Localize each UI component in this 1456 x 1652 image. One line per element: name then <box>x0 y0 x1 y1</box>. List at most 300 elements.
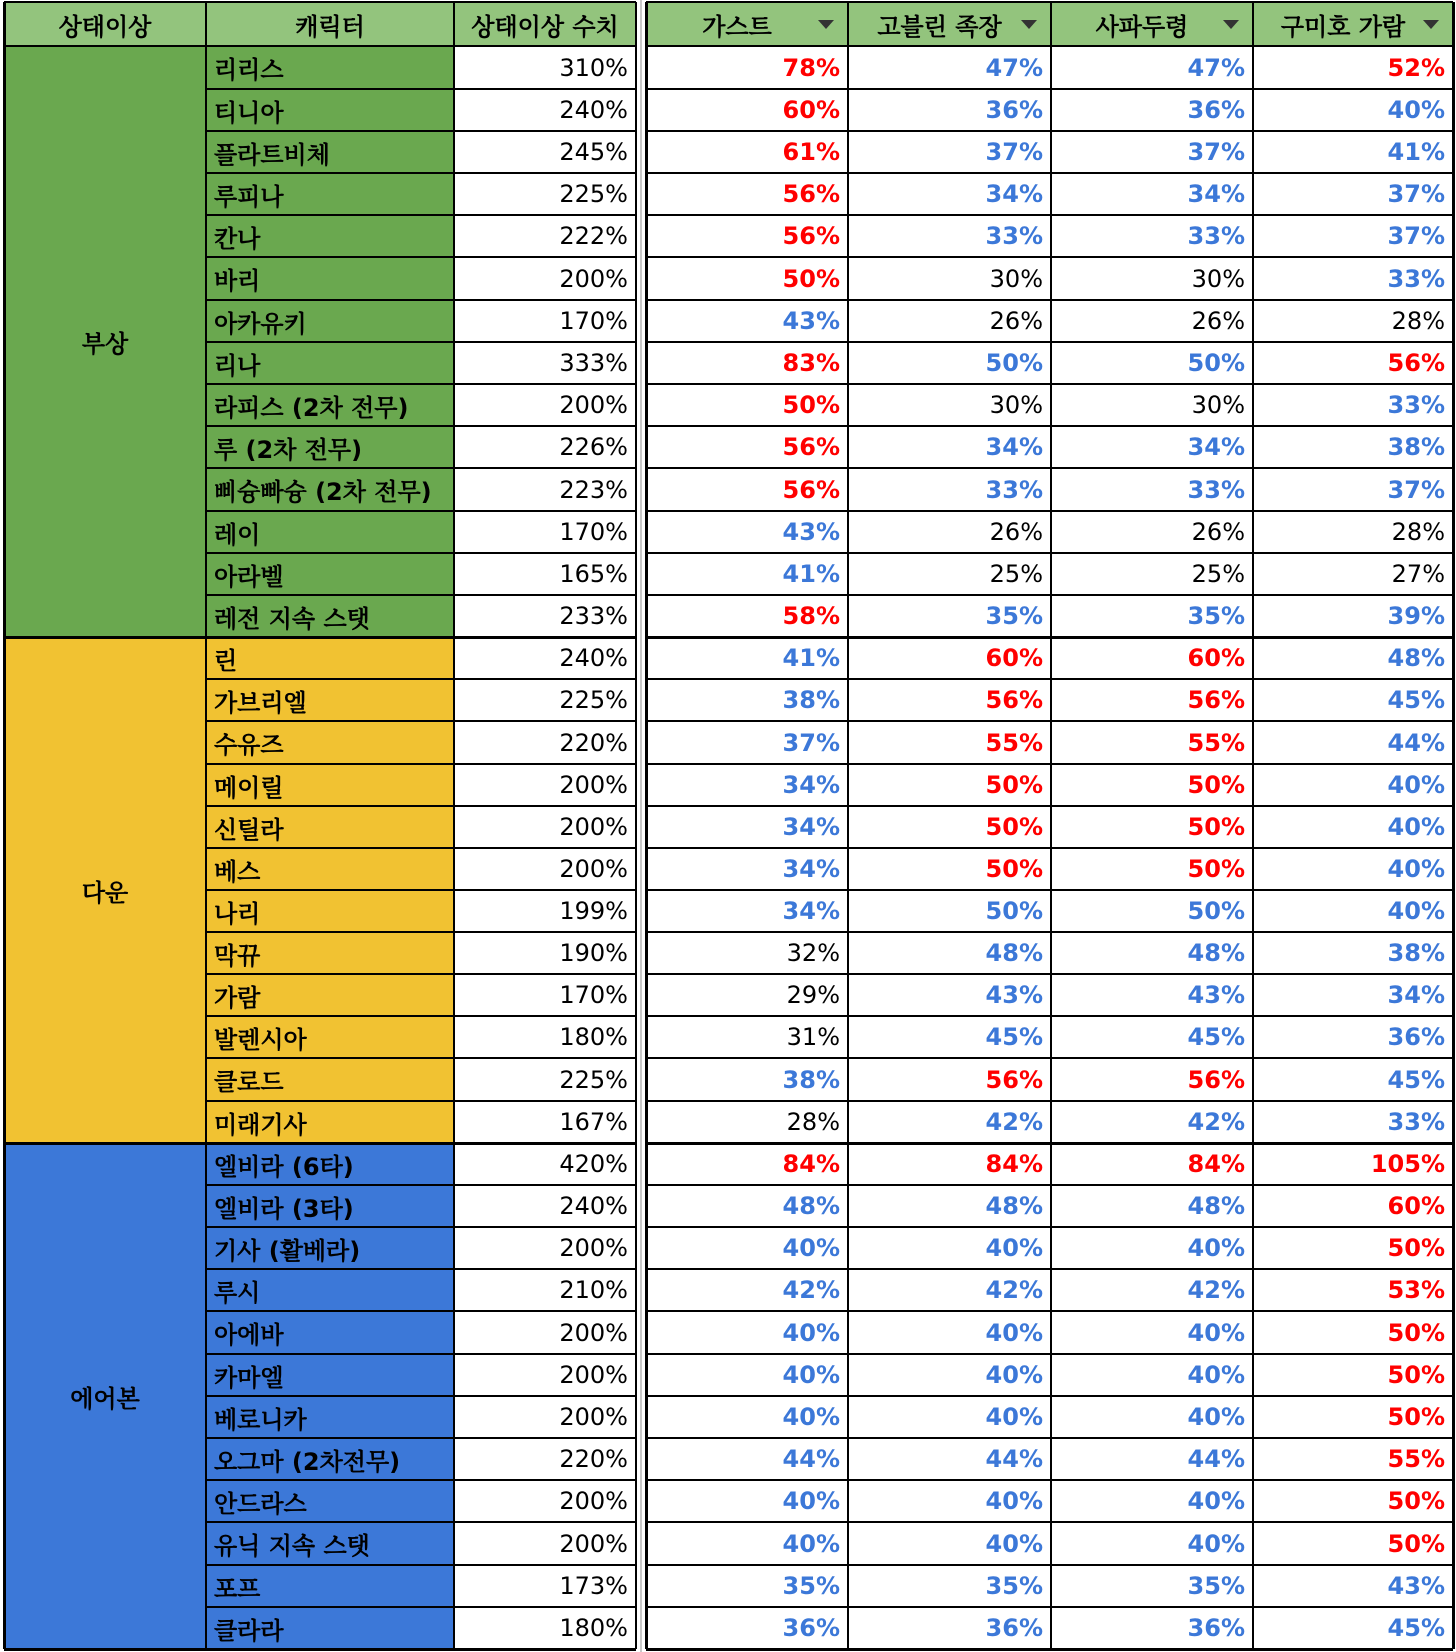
percent-cell[interactable]: 40% <box>985 1361 1043 1389</box>
percent-cell[interactable]: 40% <box>782 1529 840 1558</box>
character-name[interactable]: 리나 <box>206 342 454 384</box>
percent-cell[interactable]: 50% <box>985 855 1043 883</box>
percent-cell[interactable]: 40% <box>1187 1487 1245 1515</box>
percent-cell[interactable]: 48% <box>1187 1192 1245 1220</box>
character-name[interactable]: 안드라스 <box>206 1480 454 1522</box>
percent-cell[interactable]: 47% <box>985 53 1043 82</box>
grid-line <box>206 510 636 512</box>
status-value[interactable]: 200% <box>559 1318 628 1347</box>
status-value[interactable]: 210% <box>559 1276 628 1304</box>
status-value[interactable]: 223% <box>559 475 628 504</box>
percent-cell[interactable]: 40% <box>985 1234 1043 1262</box>
column-header-0[interactable]: 상태이상 <box>4 2 206 46</box>
percent-cell[interactable]: 34% <box>782 771 840 799</box>
percent-cell[interactable]: 26% <box>989 518 1043 546</box>
grid-line <box>206 678 636 680</box>
percent-cell[interactable]: 33% <box>985 222 1043 250</box>
percent-cell[interactable]: 56% <box>782 222 840 250</box>
percent-cell[interactable]: 50% <box>782 391 840 419</box>
grid-line <box>206 1015 636 1017</box>
grid-line <box>206 931 636 933</box>
status-value[interactable]: 225% <box>559 686 628 714</box>
status-value[interactable]: 220% <box>559 728 628 757</box>
status-value[interactable]: 333% <box>559 349 628 377</box>
percent-cell[interactable]: 84% <box>1187 1150 1245 1178</box>
percent-cell[interactable]: 50% <box>1387 1529 1445 1558</box>
grid-line <box>206 763 636 765</box>
status-value[interactable]: 165% <box>559 560 628 588</box>
status-value[interactable]: 190% <box>559 939 628 967</box>
character-name[interactable]: 삐슝빠슝 (2차 전무) <box>206 468 454 511</box>
grid-line <box>206 889 636 891</box>
character-name[interactable]: 바리 <box>206 257 454 300</box>
grid-line <box>206 383 636 385</box>
status-value[interactable]: 180% <box>559 1614 628 1642</box>
character-name[interactable]: 오그마 (2차전무) <box>206 1438 454 1480</box>
percent-cell[interactable]: 28% <box>786 1108 840 1136</box>
character-name[interactable]: 칸나 <box>206 215 454 257</box>
percent-cell[interactable]: 47% <box>1187 53 1245 82</box>
percent-cell[interactable]: 40% <box>782 1487 840 1515</box>
percent-cell[interactable]: 48% <box>985 1192 1043 1220</box>
status-value[interactable]: 226% <box>559 433 628 461</box>
percent-cell[interactable]: 45% <box>985 1023 1043 1051</box>
percent-cell[interactable]: 34% <box>1187 433 1245 461</box>
percent-cell[interactable]: 31% <box>786 1023 840 1051</box>
percent-cell[interactable]: 37% <box>1387 180 1445 208</box>
percent-cell[interactable]: 83% <box>782 349 840 377</box>
percent-cell[interactable]: 40% <box>782 1403 840 1431</box>
percent-cell[interactable]: 36% <box>1187 96 1245 124</box>
percent-cell[interactable]: 26% <box>1191 518 1245 546</box>
status-value[interactable]: 200% <box>559 391 628 419</box>
grid-line <box>206 1100 636 1102</box>
grid-line <box>206 1395 636 1397</box>
percent-cell[interactable]: 55% <box>985 728 1043 757</box>
status-value[interactable]: 240% <box>559 1192 628 1220</box>
percent-cell[interactable]: 40% <box>782 1361 840 1389</box>
percent-cell[interactable]: 42% <box>1187 1108 1245 1136</box>
percent-cell[interactable]: 61% <box>782 138 840 166</box>
percent-cell[interactable]: 42% <box>985 1108 1043 1136</box>
dropdown-arrow-icon[interactable] <box>1423 20 1439 29</box>
grid-line <box>206 1479 636 1481</box>
percent-cell[interactable]: 84% <box>782 1150 840 1178</box>
percent-cell[interactable]: 44% <box>1187 1445 1245 1473</box>
status-value[interactable]: 200% <box>559 1529 628 1558</box>
percent-cell[interactable]: 41% <box>782 644 840 672</box>
status-value[interactable]: 200% <box>559 264 628 293</box>
percent-cell[interactable]: 53% <box>1387 1276 1445 1304</box>
percent-cell[interactable]: 45% <box>1387 686 1445 714</box>
percent-cell[interactable]: 45% <box>1387 1065 1445 1094</box>
grid-line <box>646 636 1453 639</box>
percent-cell[interactable]: 33% <box>1387 1108 1445 1136</box>
percent-cell[interactable]: 60% <box>1187 644 1245 672</box>
percent-cell[interactable]: 30% <box>989 391 1043 419</box>
percent-cell[interactable]: 50% <box>985 771 1043 799</box>
percent-cell[interactable]: 43% <box>782 518 840 546</box>
percent-cell[interactable]: 56% <box>782 475 840 504</box>
status-value[interactable]: 200% <box>559 1361 628 1389</box>
percent-cell[interactable]: 34% <box>782 897 840 925</box>
grid-line <box>206 467 636 469</box>
percent-cell[interactable]: 35% <box>1187 602 1245 630</box>
percent-cell[interactable]: 50% <box>985 897 1043 925</box>
grid-line <box>453 2 455 1649</box>
grid-line <box>206 214 636 216</box>
status-value[interactable]: 310% <box>559 53 628 82</box>
pane-divider-line <box>640 0 642 1652</box>
character-name[interactable]: 가브리엘 <box>206 679 454 721</box>
percent-cell[interactable]: 60% <box>985 644 1043 672</box>
percent-cell[interactable]: 33% <box>1387 391 1445 419</box>
percent-cell[interactable]: 25% <box>989 560 1043 588</box>
percent-cell[interactable]: 37% <box>782 728 840 757</box>
percent-cell[interactable]: 34% <box>782 813 840 841</box>
character-name[interactable]: 라피스 (2차 전무) <box>206 384 454 426</box>
percent-cell[interactable]: 29% <box>786 981 840 1009</box>
percent-cell[interactable]: 40% <box>1387 813 1445 841</box>
percent-cell[interactable]: 28% <box>1391 307 1445 335</box>
character-name[interactable]: 루시 <box>206 1269 454 1311</box>
group-label: 다운 <box>4 637 206 1143</box>
percent-cell[interactable]: 50% <box>782 264 840 293</box>
filter-header-1[interactable] <box>848 2 1051 46</box>
column-header-2[interactable]: 상태이상 수치 <box>454 2 636 46</box>
percent-cell[interactable]: 40% <box>985 1318 1043 1347</box>
percent-cell[interactable]: 56% <box>782 433 840 461</box>
percent-cell[interactable]: 55% <box>1187 728 1245 757</box>
grid-line <box>206 847 636 849</box>
status-value[interactable]: 180% <box>559 1023 628 1051</box>
percent-cell[interactable]: 43% <box>985 981 1043 1009</box>
character-name[interactable]: 수유즈 <box>206 721 454 764</box>
grid-line <box>645 2 648 1649</box>
grid-line <box>206 594 636 596</box>
character-name[interactable]: 아에바 <box>206 1311 454 1354</box>
character-name[interactable]: 린 <box>206 637 454 679</box>
status-value[interactable]: 170% <box>559 981 628 1009</box>
percent-cell[interactable]: 43% <box>1187 981 1245 1009</box>
grid-line <box>206 1564 636 1566</box>
percent-cell[interactable]: 40% <box>985 1487 1043 1515</box>
status-value[interactable]: 200% <box>559 855 628 883</box>
character-name[interactable]: 아라벨 <box>206 553 454 595</box>
percent-cell[interactable]: 41% <box>1387 138 1445 166</box>
character-name[interactable]: 기사 (활베라) <box>206 1227 454 1269</box>
grid-line <box>206 88 636 90</box>
status-value[interactable]: 233% <box>559 602 628 630</box>
percent-cell[interactable]: 48% <box>985 939 1043 967</box>
percent-cell[interactable]: 56% <box>1187 1065 1245 1094</box>
percent-cell[interactable]: 48% <box>1387 644 1445 672</box>
grid-line <box>206 1310 636 1312</box>
character-name[interactable]: 가람 <box>206 974 454 1016</box>
percent-cell[interactable]: 26% <box>1191 307 1245 335</box>
dropdown-arrow-icon[interactable] <box>1223 20 1239 29</box>
percent-cell[interactable]: 56% <box>782 180 840 208</box>
percent-cell[interactable]: 52% <box>1387 53 1445 82</box>
percent-cell[interactable]: 84% <box>985 1150 1043 1178</box>
character-name[interactable]: 플라트비체 <box>206 131 454 173</box>
character-name[interactable]: 레이 <box>206 511 454 553</box>
percent-cell[interactable]: 35% <box>1187 1572 1245 1600</box>
status-value[interactable]: 173% <box>559 1572 628 1600</box>
percent-cell[interactable]: 41% <box>782 560 840 588</box>
character-name[interactable]: 유닉 지속 스탯 <box>206 1522 454 1565</box>
status-value[interactable]: 240% <box>559 96 628 124</box>
percent-cell[interactable]: 50% <box>1387 1403 1445 1431</box>
group-label: 에어본 <box>4 1143 206 1649</box>
character-name[interactable]: 카마엘 <box>206 1354 454 1396</box>
character-name[interactable]: 엘비라 (3타) <box>206 1185 454 1227</box>
percent-cell[interactable]: 40% <box>1387 771 1445 799</box>
character-name[interactable]: 막뀨 <box>206 932 454 974</box>
percent-cell[interactable]: 78% <box>782 53 840 82</box>
percent-cell[interactable]: 44% <box>782 1445 840 1473</box>
percent-cell[interactable]: 48% <box>1187 939 1245 967</box>
percent-cell[interactable]: 36% <box>985 1614 1043 1642</box>
status-value[interactable]: 220% <box>559 1445 628 1473</box>
grid-line <box>4 1 636 3</box>
percent-cell[interactable]: 32% <box>786 939 840 967</box>
percent-cell[interactable]: 43% <box>782 307 840 335</box>
percent-cell[interactable]: 42% <box>782 1276 840 1304</box>
percent-cell[interactable]: 38% <box>782 1065 840 1094</box>
percent-cell[interactable]: 36% <box>1387 1023 1445 1051</box>
percent-cell[interactable]: 40% <box>1187 1529 1245 1558</box>
grid-line <box>1252 2 1254 1649</box>
character-name[interactable]: 아카유키 <box>206 300 454 342</box>
percent-cell[interactable]: 56% <box>1387 349 1445 377</box>
percent-cell[interactable]: 42% <box>1187 1276 1245 1304</box>
percent-cell[interactable]: 60% <box>1387 1192 1445 1220</box>
character-name[interactable]: 포프 <box>206 1565 454 1607</box>
percent-cell[interactable]: 28% <box>1391 518 1445 546</box>
status-value[interactable]: 170% <box>559 518 628 546</box>
percent-cell[interactable]: 37% <box>1387 222 1445 250</box>
grid-line <box>206 1226 636 1228</box>
percent-cell[interactable]: 40% <box>1187 1318 1245 1347</box>
percent-cell[interactable]: 40% <box>985 1529 1043 1558</box>
character-name[interactable]: 나리 <box>206 890 454 932</box>
grid-line <box>4 45 636 47</box>
percent-cell[interactable]: 37% <box>985 138 1043 166</box>
percent-cell[interactable]: 38% <box>1387 939 1445 967</box>
filter-header-label: 구미호 가람 <box>1280 12 1406 41</box>
grid-line <box>206 1268 636 1270</box>
percent-cell[interactable]: 34% <box>1187 180 1245 208</box>
grid-line <box>646 1648 1453 1651</box>
status-value[interactable]: 245% <box>559 138 628 166</box>
percent-cell[interactable]: 34% <box>985 433 1043 461</box>
percent-cell[interactable]: 50% <box>1387 1487 1445 1515</box>
percent-cell[interactable]: 38% <box>1387 433 1445 461</box>
grid-line <box>206 425 636 427</box>
percent-cell[interactable]: 58% <box>782 602 840 630</box>
percent-cell[interactable]: 105% <box>1370 1150 1445 1178</box>
percent-cell[interactable]: 44% <box>985 1445 1043 1473</box>
grid-line <box>206 1184 636 1186</box>
grid-line <box>847 2 849 1649</box>
percent-cell[interactable]: 50% <box>1387 1318 1445 1347</box>
character-name[interactable]: 발렌시아 <box>206 1016 454 1058</box>
status-value[interactable]: 222% <box>559 222 628 250</box>
grid-line <box>206 172 636 174</box>
grid-line <box>206 1437 636 1439</box>
grid-line <box>4 636 636 639</box>
percent-cell[interactable]: 50% <box>1387 1361 1445 1389</box>
percent-cell[interactable]: 38% <box>782 686 840 714</box>
status-value[interactable]: 240% <box>559 644 628 672</box>
character-name[interactable]: 신틸라 <box>206 806 454 848</box>
grid-line <box>206 720 636 722</box>
percent-cell[interactable]: 45% <box>1387 1614 1445 1642</box>
percent-cell[interactable]: 25% <box>1191 560 1245 588</box>
status-value[interactable]: 170% <box>559 307 628 335</box>
grid-line <box>646 1 1453 3</box>
grid-line <box>4 1142 636 1145</box>
grid-line <box>206 973 636 975</box>
status-value[interactable]: 200% <box>559 813 628 841</box>
percent-cell[interactable]: 44% <box>1387 728 1445 757</box>
percent-cell[interactable]: 40% <box>782 1234 840 1262</box>
percent-cell[interactable]: 40% <box>1187 1234 1245 1262</box>
percent-cell[interactable]: 40% <box>1387 855 1445 883</box>
grid-line <box>1050 2 1052 1649</box>
percent-cell[interactable]: 34% <box>985 180 1043 208</box>
filter-header-label: 사파두령 <box>1095 12 1189 41</box>
percent-cell[interactable]: 33% <box>1387 264 1445 293</box>
percent-cell[interactable]: 42% <box>985 1276 1043 1304</box>
character-name[interactable]: 미래기사 <box>206 1101 454 1143</box>
percent-cell[interactable]: 50% <box>1187 349 1245 377</box>
percent-cell[interactable]: 50% <box>1387 1234 1445 1262</box>
percent-cell[interactable]: 36% <box>1187 1614 1245 1642</box>
status-value[interactable]: 200% <box>559 1234 628 1262</box>
character-name[interactable]: 엘비라 (6타) <box>206 1143 454 1185</box>
status-value[interactable]: 200% <box>559 1403 628 1431</box>
percent-cell[interactable]: 45% <box>1187 1023 1245 1051</box>
percent-cell[interactable]: 50% <box>1187 813 1245 841</box>
filter-header-label: 고블린 족장 <box>877 12 1002 41</box>
percent-cell[interactable]: 40% <box>1187 1403 1245 1431</box>
character-name[interactable]: 베로니카 <box>206 1396 454 1438</box>
percent-cell[interactable]: 56% <box>1187 686 1245 714</box>
filter-header-2[interactable] <box>1051 2 1253 46</box>
percent-cell[interactable]: 35% <box>782 1572 840 1600</box>
status-value[interactable]: 225% <box>559 1065 628 1094</box>
percent-cell[interactable]: 48% <box>782 1192 840 1220</box>
percent-cell[interactable]: 40% <box>1187 1361 1245 1389</box>
grid-line <box>206 130 636 132</box>
grid-line <box>206 1057 636 1059</box>
character-name[interactable]: 루 (2차 전무) <box>206 426 454 468</box>
percent-cell[interactable]: 43% <box>1387 1572 1445 1600</box>
percent-cell[interactable]: 35% <box>985 602 1043 630</box>
grid-line <box>4 1648 636 1651</box>
character-name[interactable]: 루피나 <box>206 173 454 215</box>
percent-cell[interactable]: 33% <box>985 475 1043 504</box>
dropdown-arrow-icon[interactable] <box>818 20 834 29</box>
status-value[interactable]: 167% <box>559 1108 628 1136</box>
percent-cell[interactable]: 55% <box>1387 1445 1445 1473</box>
grid-line <box>205 2 207 1649</box>
percent-cell[interactable]: 50% <box>1187 855 1245 883</box>
character-name[interactable]: 베스 <box>206 848 454 890</box>
percent-cell[interactable]: 50% <box>1187 897 1245 925</box>
grid-line <box>206 1353 636 1355</box>
percent-cell[interactable]: 56% <box>985 686 1043 714</box>
percent-cell[interactable]: 40% <box>782 1318 840 1347</box>
percent-cell[interactable]: 40% <box>985 1403 1043 1431</box>
filter-header-label: 가스트 <box>702 12 772 41</box>
character-name[interactable]: 메이릴 <box>206 764 454 806</box>
percent-cell[interactable]: 34% <box>782 855 840 883</box>
grid-line <box>646 45 1453 47</box>
grid-line <box>206 1606 636 1608</box>
grid-line <box>206 805 636 807</box>
percent-cell[interactable]: 50% <box>985 349 1043 377</box>
character-name[interactable]: 레전 지속 스탯 <box>206 595 454 637</box>
percent-cell[interactable]: 30% <box>989 264 1043 293</box>
status-value[interactable]: 200% <box>559 771 628 799</box>
percent-cell[interactable]: 50% <box>985 813 1043 841</box>
status-value[interactable]: 199% <box>559 897 628 925</box>
status-value[interactable]: 420% <box>559 1150 628 1178</box>
percent-cell[interactable]: 33% <box>1187 222 1245 250</box>
percent-cell[interactable]: 30% <box>1191 391 1245 419</box>
grid-line <box>206 256 636 258</box>
status-value[interactable]: 225% <box>559 180 628 208</box>
filter-header-0[interactable] <box>646 2 848 46</box>
grid-line <box>646 1142 1453 1145</box>
percent-cell[interactable]: 35% <box>985 1572 1043 1600</box>
grid-line <box>206 341 636 343</box>
percent-cell[interactable]: 37% <box>1387 475 1445 504</box>
percent-cell[interactable]: 40% <box>1387 96 1445 124</box>
percent-cell[interactable]: 34% <box>1387 981 1445 1009</box>
grid-line <box>3 2 6 1649</box>
grid-line <box>1452 2 1455 1649</box>
percent-cell[interactable]: 27% <box>1391 560 1445 588</box>
percent-cell[interactable]: 26% <box>989 307 1043 335</box>
percent-cell[interactable]: 56% <box>985 1065 1043 1094</box>
status-value[interactable]: 200% <box>559 1487 628 1515</box>
percent-cell[interactable]: 36% <box>985 96 1043 124</box>
character-name[interactable]: 클라라 <box>206 1607 454 1649</box>
grid-line <box>206 299 636 301</box>
percent-cell[interactable]: 60% <box>782 96 840 124</box>
percent-cell[interactable]: 33% <box>1187 475 1245 504</box>
dropdown-arrow-icon[interactable] <box>1021 20 1037 29</box>
character-name[interactable]: 티니아 <box>206 89 454 131</box>
filter-header-3[interactable] <box>1253 2 1453 46</box>
percent-cell[interactable]: 40% <box>1387 897 1445 925</box>
column-header-1[interactable]: 캐릭터 <box>206 2 454 46</box>
percent-cell[interactable]: 37% <box>1187 138 1245 166</box>
grid-line <box>206 1521 636 1523</box>
grid-line <box>206 552 636 554</box>
percent-cell[interactable]: 50% <box>1187 771 1245 799</box>
character-name[interactable]: 클로드 <box>206 1058 454 1101</box>
percent-cell[interactable]: 39% <box>1387 602 1445 630</box>
group-label: 부상 <box>4 46 206 637</box>
character-name[interactable]: 리리스 <box>206 46 454 89</box>
percent-cell[interactable]: 30% <box>1191 264 1245 293</box>
percent-cell[interactable]: 36% <box>782 1614 840 1642</box>
